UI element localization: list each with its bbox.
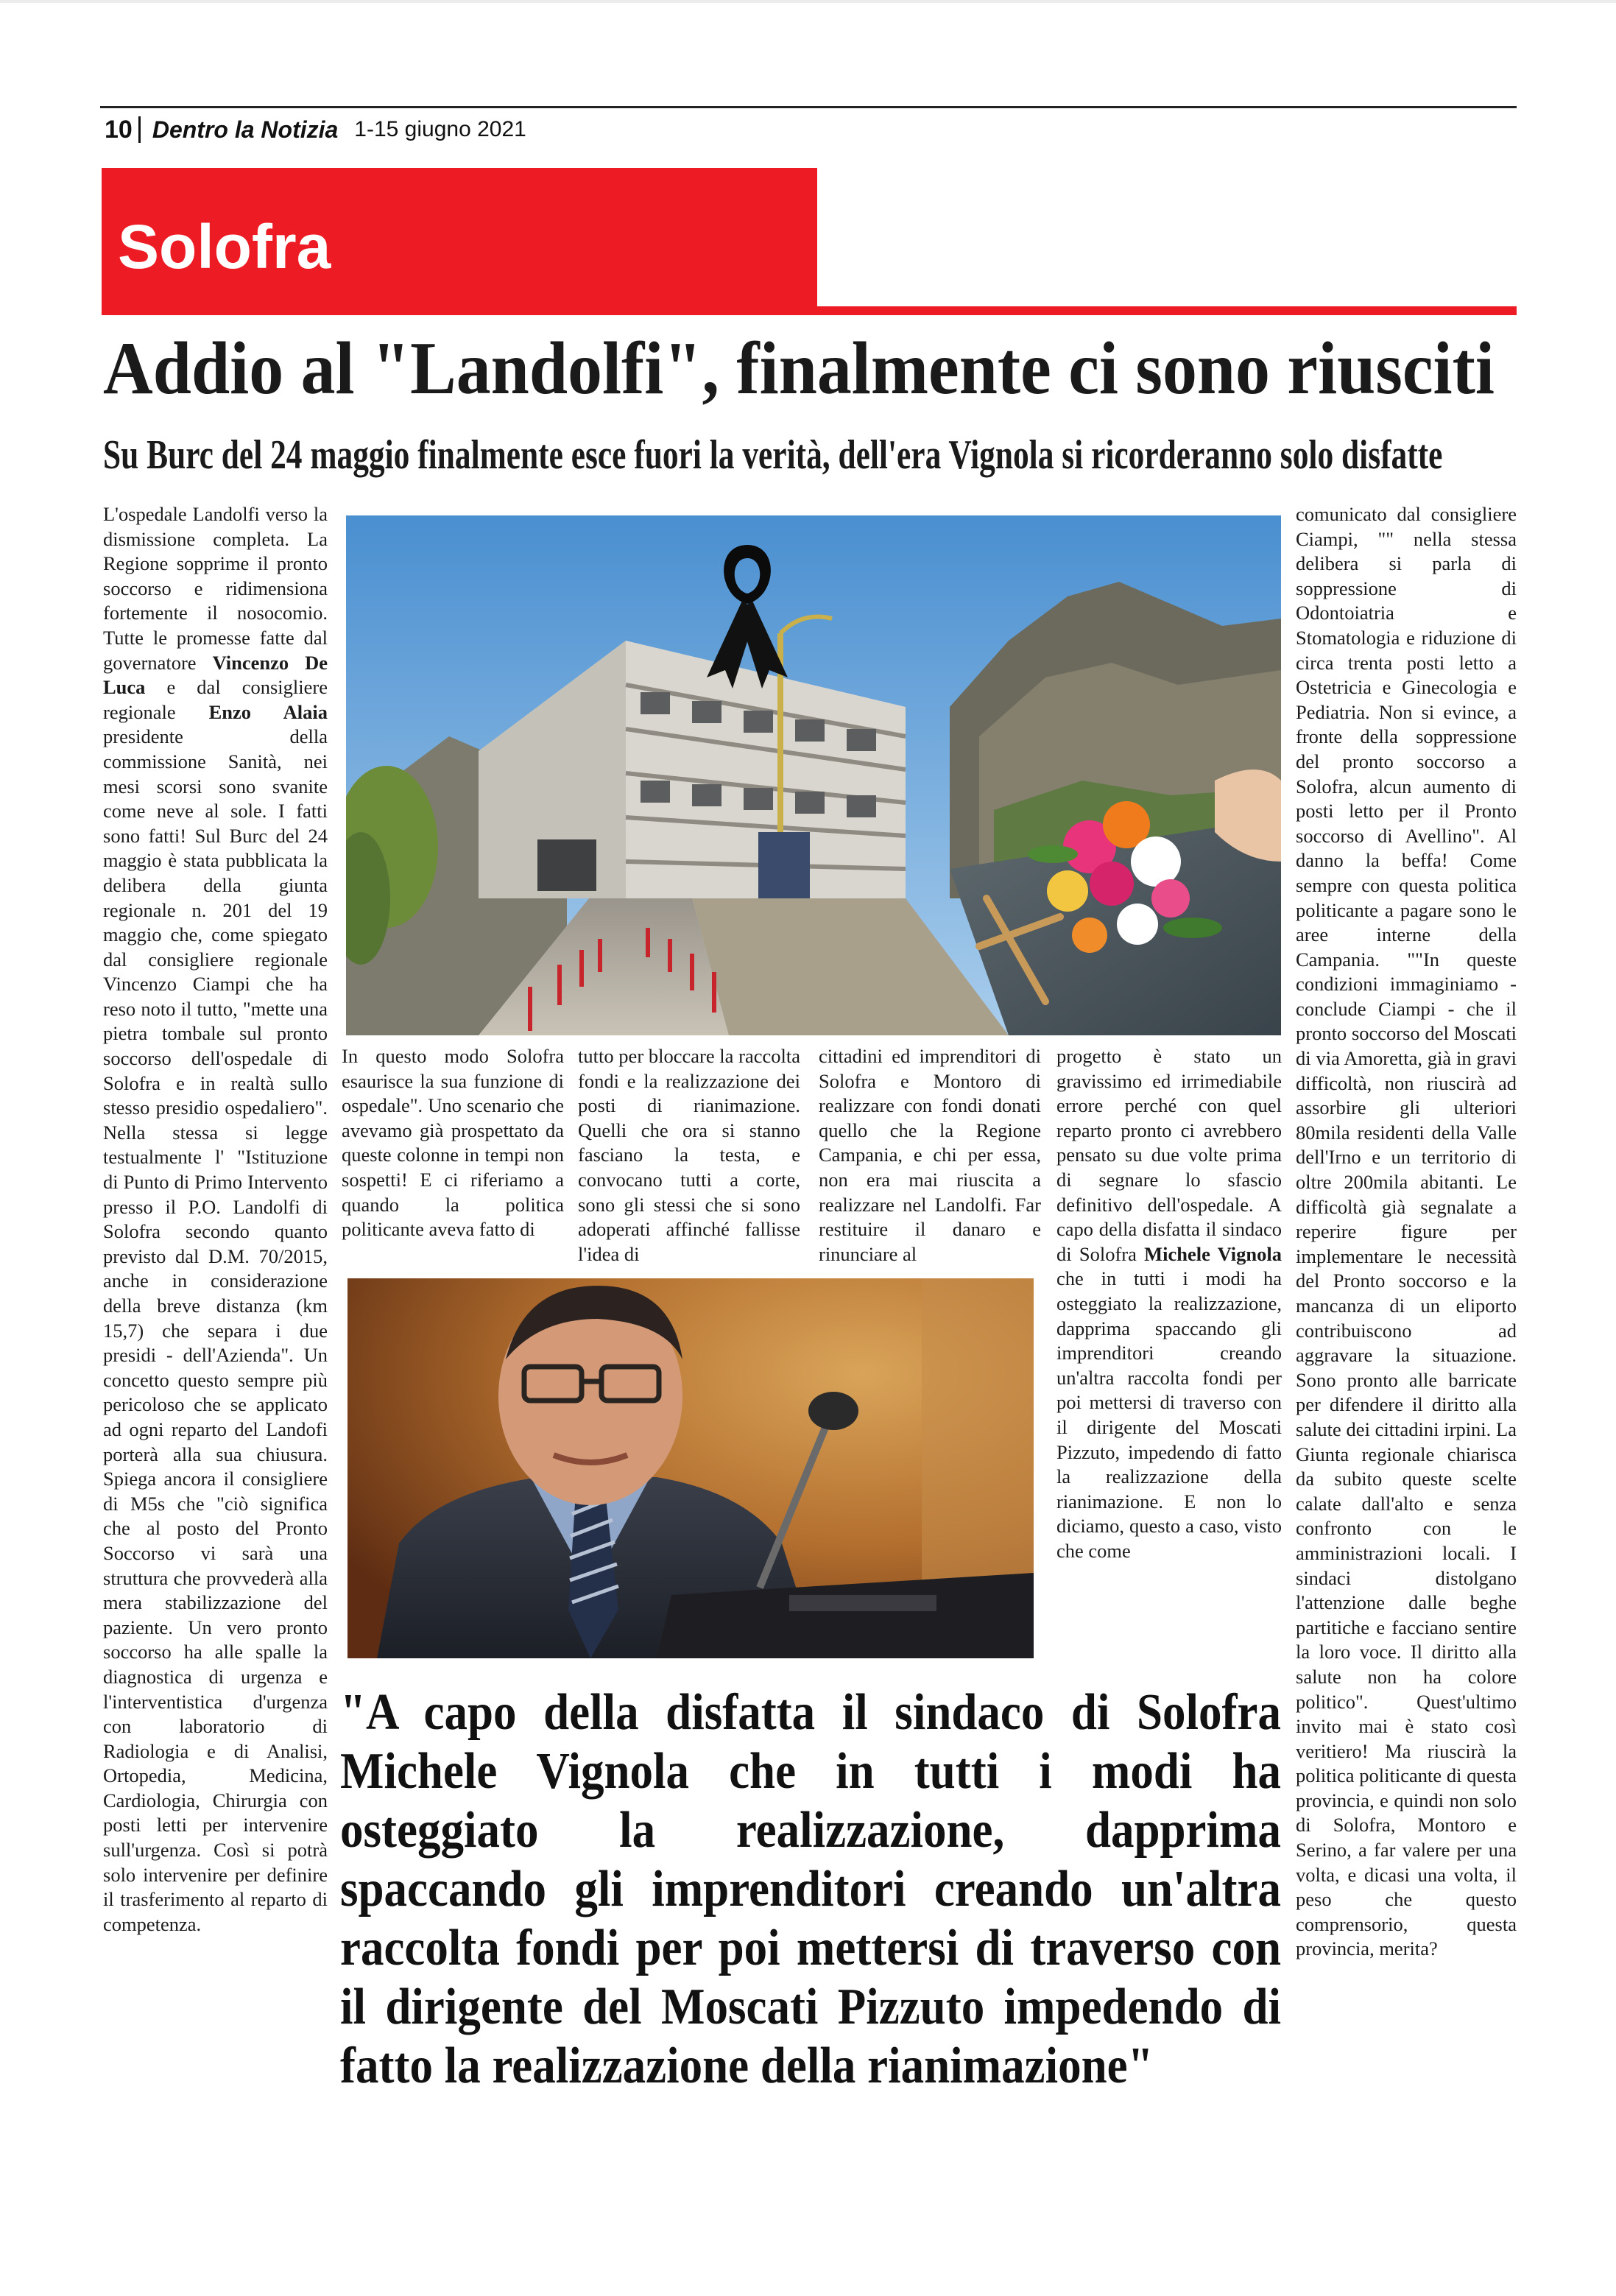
person-name-de-luca: Vincenzo De Luca [103,651,328,699]
mourning-ribbon-icon [692,530,802,692]
article-column-4: cittadini ed imprenditori di Solofra e Montoro di realizzare con fondi donati quello che la Regione Campania, e chi per essa, non era mai riuscita a realizzare nel Landolfi. Far restituire il danaro e rinunciare al [819,1045,1041,1265]
article-column-3: tutto per bloccare la raccolta fondi e la realizzazione dei posti di rianimazione. Quelli che ora si stanno fasciano la testa, e convocano tutti a corte, sono gli stessi che si sono adoperati affinché fallisse l'idea di [578,1045,800,1265]
column-1-text-b: e dal consigliere regionale [103,676,328,723]
article-column-2: In questo modo Solofra esaurisce la sua funzione di ospedale". Uno scenario che avevamo già prospettato da queste colonne in tempi non sospetti! E ci riferiamo a quando la politica politicante aveva fatto di [342,1045,564,1241]
person-name-vignola: Michele Vignola [1144,1242,1282,1265]
page-top-edge [0,0,1616,3]
mayor-photo [347,1278,1034,1658]
page-number: 10 [105,115,133,144]
folio-divider [138,116,141,143]
article-column-1 [103,502,328,1937]
article-column-5 [1056,1044,1282,1563]
folio [105,112,526,147]
article-headline: Addio al "Landolfi", finalmente ci sono riusciti [103,327,1495,410]
pull-quote [340,1683,1282,2096]
hospital-photo [346,515,1281,1035]
issue-date: 1-15 giugno 2021 [354,117,526,141]
article-subheadline: Su Burc del 24 maggio finalmente esce fuori la verità, dell'era Vignola si ricorderanno solo disfatte [103,432,1443,478]
person-name-alaia: Enzo Alaia [208,700,328,723]
column-5-text-a: progetto è stato un gravissimo ed irrimediabile errore perché con quel reparto pronto ci avrebbero pensato su due volte prima di segnare lo sfascio definitivo dell'ospedale. A capo della disfatta il sindaco di Solofra [1056,1045,1282,1265]
column-1-text-a: L'ospedale Landolfi verso la dismissione completa. La Regione sopprime il pronto soccorso e ridimensiona fortemente il nosocomio. Tutte le promesse fatte dal governatore [103,503,328,674]
header-rule [100,106,1517,108]
pull-quote-text: "A capo della disfatta il sindaco di Solofra Michele Vignola che in tutti i modi ha osteggiato la realizzazione, dapprima spaccando gli imprenditori creando un'altra raccolta fondi per poi mettersi di traverso con il dirigente del Moscati Pizzuto impedendo di fatto la realizzazione della rianimazione" [340,1684,1281,2094]
section-label: Solofra [118,212,331,281]
column-1-text-c: presidente della commissione Sanità, nei mesi scorsi sono svanite come neve al sole. I fatti sono fatti! Sul Burc del 24 maggio è stata pubblicata la delibera della giunta regionale n. 201 del 19 maggio che, come spiegato dal consigliere regionale Vincenzo Ciampi che ha reso noto il tutto, "mette una pietra tombale sul pronto soccorso dell'ospedale di Solofra e in realtà sullo stesso presidio ospedaliero". Nella stessa si legge testualmente l' "Istituzione di Punto di Primo Intervento presso il P.O. Landolfi di Solofra secondo quanto previsto dal D.M. 70/2015, anche in considerazione della breve distanza (km 15,7) che separa i due presidi - dell'Azienda". Un concetto questo sempre più pericoloso che se applicato ad ogni reparto del Landofi porterà alla sua chiusura. Spiega ancora il consigliere di M5s che "ciò significa che al posto del Pronto Soccorso vi sarà una struttura che provvederà alla mera stabilizzazione del paziente. Un vero pronto soccorso ha alle spalle la diagnostica di urgenza e l'interventistica d'urgenza con laboratorio di Radiologia e di Analisi, Ortopedia, Medicina, Cardiologia, Chirurgia con posti letti per intervenire sull'urgenza. Così si potrà solo intervenire per definire il trasferimento al reparto di competenza. [103,725,328,1935]
section-banner-strip [816,306,1517,315]
paper-name: Dentro la Notizia [152,116,339,143]
article-column-6: comunicato dal consigliere Ciampi, "" nella stessa delibera si parla di soppressione di Odontoiatria e Stomatologia e riduzione di circa trenta posti letto a Ostetricia e Ginecologia e Pediatria. Non si evince, a fronte della soppressione del pronto soccorso a Solofra, alcun aumento di posti letto per il Pronto soccorso di Avellino". Al danno la beffa! Come sempre con questa politica politicante a pagare sono le aree interne della Campania. ""In queste condizioni immaginiamo - conclude Ciampi - che il pronto soccorso del Moscati di via Amoretta, già in gravi difficoltà, non riuscirà ad assorbire gli ulteriori 80mila residenti della Valle dell'Irno e un territorio di oltre 200mila abitanti. Le difficoltà già segnalate a reperire figure per implementare le necessità del Pronto soccorso e la mancanza di un eliporto contribuiscono ad aggravare la situazione. Sono pronto alle barricate per difendere il diritto alla salute dei cittadini irpini. La Giunta regionale chiarisca da subito queste scelte calate dall'alto e senza confronto con le amministrazioni locali. I sindaci distolgano l'attenzione dalle beghe partitiche e facciano sentire la loro voce. Il diritto alla salute non ha colore politico". Quest'ultimo invito mai è stato così veritiero! Ma riuscirà la politica politicante di questa provincia, e quindi non solo di Solofra, Montoro e Serino, a far valere per una volta, e dicasi una volta, il peso che questo comprensorio, questa provincia, merita? [1296,503,1517,1960]
column-5-text-b: che in tutti i modi ha osteggiato la realizzazione, dapprima spaccando gli imprenditori creando un'altra raccolta fondi per poi mettersi di traverso con il dirigente del Moscati Pizzuto, impedendo di fatto la realizzazione della rianimazione. E non lo diciamo, questo a caso, visto che come [1056,1267,1282,1562]
